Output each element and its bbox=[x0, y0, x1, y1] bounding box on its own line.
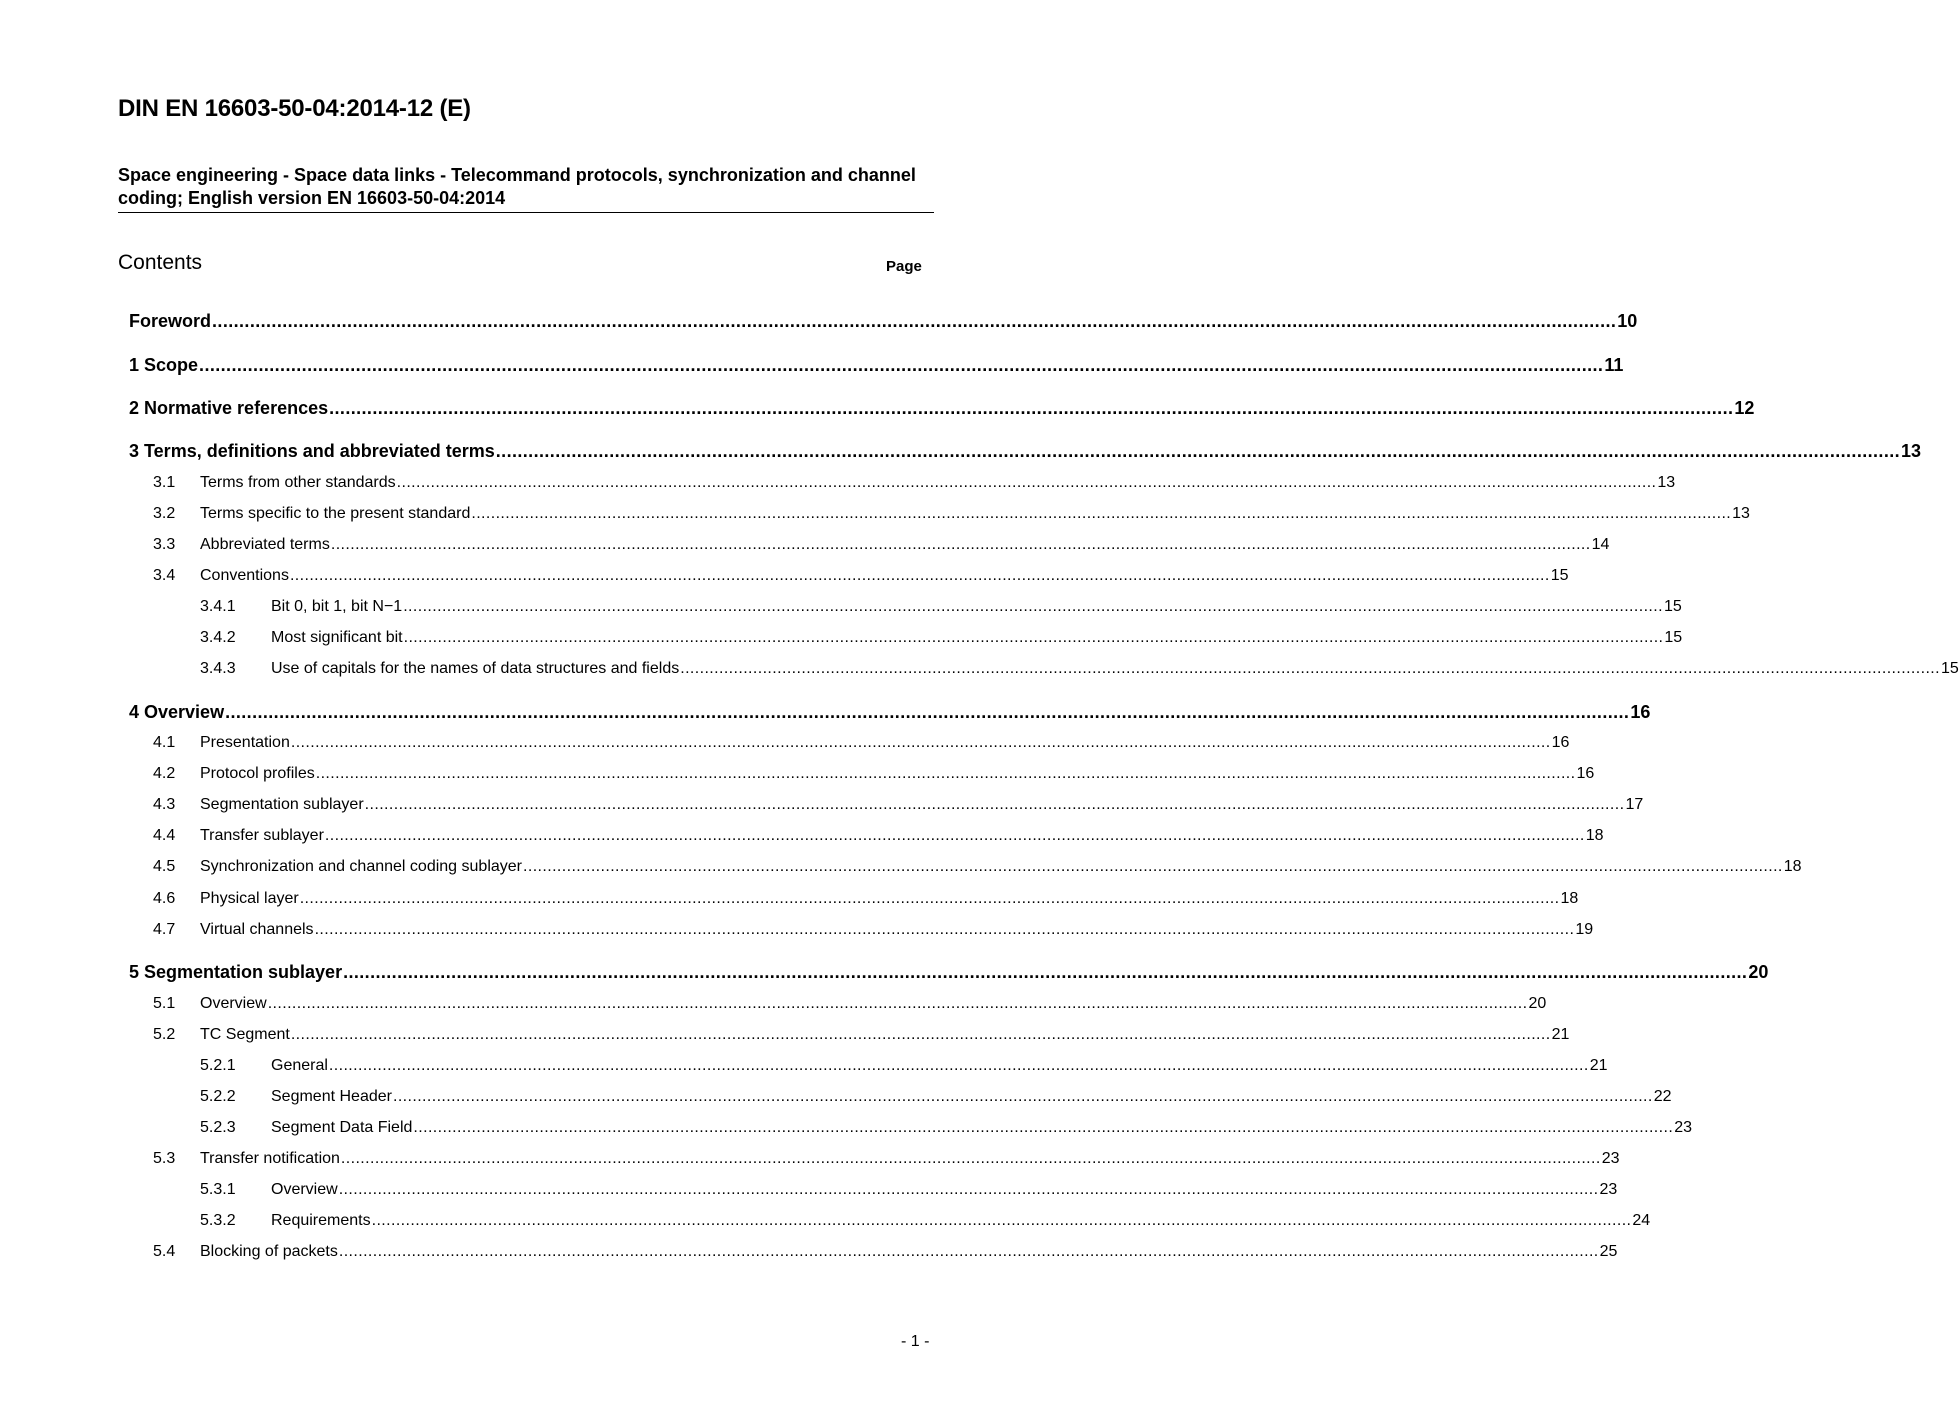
toc-dot-leader: .................................................................................................................................................................................................................................................................... bbox=[290, 1026, 1551, 1043]
toc-entry-page: 23 bbox=[1674, 1119, 1692, 1136]
toc-entry-title: Bit 0, bit 1, bit N−1 bbox=[271, 598, 403, 615]
toc-entry-title: Conventions bbox=[200, 567, 289, 584]
toc-entry-title: TC Segment bbox=[200, 1026, 290, 1043]
toc-entry-number: 4.2 bbox=[153, 765, 176, 782]
toc-entry[interactable] bbox=[200, 1057, 1608, 1081]
toc-entry-page: 13 bbox=[1901, 441, 1922, 461]
toc-dot-leader: .................................................................................................................................................................................................................................................................... bbox=[403, 598, 1663, 615]
toc-entry-title: Scope bbox=[144, 355, 199, 375]
toc-entry-number: 5.1 bbox=[153, 995, 176, 1012]
toc-dot-leader: .................................................................................................................................................................................................................................................................... bbox=[315, 765, 1576, 782]
toc-entry-number: 5.2.1 bbox=[200, 1057, 236, 1074]
page-number: - 1 - bbox=[901, 1333, 930, 1350]
toc-entry-page: 18 bbox=[1585, 827, 1604, 844]
toc-dot-leader: .................................................................................................................................................................................................................................................................... bbox=[680, 660, 1940, 677]
toc-dot-leader: .................................................................................................................................................................................................................................................................... bbox=[338, 1243, 1599, 1260]
toc-dot-leader: .................................................................................................................................................................................................................................................................... bbox=[495, 441, 1901, 461]
toc-dot-leader: .................................................................................................................................................................................................................................................................... bbox=[523, 858, 1783, 875]
toc-entry-number: 4.6 bbox=[153, 890, 176, 907]
toc-entry-page: 15 bbox=[1664, 629, 1683, 646]
toc-entry-title: Transfer notification bbox=[200, 1150, 340, 1167]
document-id: DIN EN 16603-50-04:2014-12 (E) bbox=[118, 95, 471, 122]
toc-entry-page: 23 bbox=[1599, 1181, 1618, 1198]
toc-dot-leader: .................................................................................................................................................................................................................................................................... bbox=[324, 827, 1585, 844]
toc-entry-number: 4.1 bbox=[153, 734, 176, 751]
toc-dot-leader: .................................................................................................................................................................................................................................................................... bbox=[340, 1150, 1601, 1167]
toc-entry-number: 4.7 bbox=[153, 921, 176, 938]
toc-entry-title: Presentation bbox=[200, 734, 290, 751]
toc-entry-title: General bbox=[271, 1057, 328, 1074]
toc-entry[interactable] bbox=[153, 1026, 1570, 1050]
toc-entry-title: Foreword bbox=[129, 311, 212, 331]
toc-entry[interactable] bbox=[153, 827, 1604, 851]
toc-entry-page: 15 bbox=[1550, 567, 1569, 584]
toc-entry-title: Physical layer bbox=[200, 890, 299, 907]
toc-entry-number: 4.3 bbox=[153, 796, 176, 813]
toc-entry-number: 5.2.2 bbox=[200, 1088, 236, 1105]
toc-entry[interactable] bbox=[153, 1243, 1618, 1267]
toc-entry-number: 3.4.1 bbox=[200, 598, 236, 615]
toc-entry-number: 3.4.3 bbox=[200, 660, 236, 677]
toc-dot-leader: .................................................................................................................................................................................................................................................................... bbox=[392, 1088, 1653, 1105]
toc-entry[interactable] bbox=[153, 505, 1750, 529]
toc-entry-number: 3.1 bbox=[153, 474, 176, 491]
toc-entry-number: 4.4 bbox=[153, 827, 176, 844]
contents-heading: Contents bbox=[118, 251, 203, 274]
toc-entry-title: Synchronization and channel coding sublayer bbox=[200, 858, 522, 875]
toc-entry-number: 3.2 bbox=[153, 505, 176, 522]
toc-entry-page: 21 bbox=[1589, 1057, 1608, 1074]
toc-entry-title: Overview bbox=[144, 702, 225, 722]
toc-entry[interactable] bbox=[200, 629, 1683, 653]
toc-entry-page: 13 bbox=[1657, 474, 1676, 491]
toc-dot-leader: .................................................................................................................................................................................................................................................................... bbox=[225, 702, 1630, 722]
toc-entry-page: 22 bbox=[1653, 1088, 1672, 1105]
toc-dot-leader: .................................................................................................................................................................................................................................................................... bbox=[328, 1057, 1589, 1074]
toc-entry-page: 18 bbox=[1783, 858, 1802, 875]
toc-entry-page: 15 bbox=[1663, 598, 1682, 615]
toc-entry[interactable] bbox=[153, 890, 1579, 914]
toc-entry-page: 13 bbox=[1732, 505, 1750, 522]
toc-entry-page: 14 bbox=[1591, 536, 1610, 553]
toc-entry[interactable] bbox=[200, 1119, 1692, 1143]
toc-entry-page: 20 bbox=[1748, 962, 1769, 982]
toc-dot-leader: .................................................................................................................................................................................................................................................................... bbox=[413, 1119, 1674, 1136]
toc-entry-number: 4 bbox=[129, 702, 140, 722]
toc-entry-page: 17 bbox=[1625, 796, 1644, 813]
toc-entry[interactable] bbox=[153, 921, 1594, 945]
toc-dot-leader: .................................................................................................................................................................................................................................................................... bbox=[290, 734, 1551, 751]
toc-entry-title: Most significant bit bbox=[271, 629, 403, 646]
toc-entry-title: Use of capitals for the names of data structures and fields bbox=[271, 660, 680, 677]
toc-entry-title: Segmentation sublayer bbox=[200, 796, 364, 813]
toc-entry-page: 23 bbox=[1601, 1150, 1620, 1167]
toc-entry-title: Overview bbox=[271, 1181, 338, 1198]
toc-entry-title: Virtual channels bbox=[200, 921, 314, 938]
toc-entry-page: 11 bbox=[1604, 355, 1624, 375]
page-column-label: Page bbox=[886, 258, 922, 275]
toc-entry-title: Segment Header bbox=[271, 1088, 392, 1105]
toc-entry[interactable] bbox=[129, 441, 1922, 465]
toc-entry[interactable] bbox=[153, 536, 1610, 560]
toc-entry[interactable] bbox=[129, 398, 1755, 422]
toc-dot-leader: .................................................................................................................................................................................................................................................................... bbox=[267, 995, 1528, 1012]
toc-entry-page: 19 bbox=[1575, 921, 1594, 938]
toc-entry-page: 20 bbox=[1528, 995, 1547, 1012]
toc-dot-leader: .................................................................................................................................................................................................................................................................... bbox=[330, 536, 1591, 553]
toc-entry-title: Protocol profiles bbox=[200, 765, 315, 782]
toc-entry-page: 16 bbox=[1551, 734, 1570, 751]
document-subtitle: Space engineering - Space data links - Telecommand protocols, synchronization and channel coding; English version EN 16603-50-04:2014 bbox=[118, 164, 934, 213]
toc-entry-number: 5.3 bbox=[153, 1150, 176, 1167]
toc-dot-leader: .................................................................................................................................................................................................................................................................... bbox=[329, 398, 1734, 418]
toc-entry-page: 24 bbox=[1632, 1212, 1651, 1229]
toc-entry-title: Transfer sublayer bbox=[200, 827, 324, 844]
toc-entry[interactable] bbox=[200, 598, 1682, 622]
toc-entry[interactable] bbox=[200, 1181, 1618, 1205]
toc-entry-title: Terms, definitions and abbreviated terms bbox=[144, 441, 495, 461]
toc-entry-page: 25 bbox=[1599, 1243, 1618, 1260]
toc-entry-number: 3.4.2 bbox=[200, 629, 236, 646]
toc-entry[interactable] bbox=[153, 796, 1644, 820]
toc-entry-number: 5 bbox=[129, 962, 140, 982]
toc-entry-page: 16 bbox=[1576, 765, 1595, 782]
toc-entry-title: Requirements bbox=[271, 1212, 371, 1229]
toc-entry-page: 12 bbox=[1734, 398, 1755, 418]
toc-entry[interactable] bbox=[129, 311, 1638, 335]
toc-entry-page: 15 bbox=[1941, 660, 1959, 677]
toc-entry[interactable] bbox=[129, 702, 1651, 726]
toc-dot-leader: .................................................................................................................................................................................................................................................................... bbox=[289, 567, 1550, 584]
toc-entry-page: 21 bbox=[1551, 1026, 1570, 1043]
toc-entry-number: 1 bbox=[129, 355, 140, 375]
toc-entry[interactable] bbox=[153, 995, 1547, 1019]
toc-entry[interactable] bbox=[153, 567, 1569, 591]
toc-dot-leader: .................................................................................................................................................................................................................................................................... bbox=[314, 921, 1575, 938]
toc-entry-number: 4.5 bbox=[153, 858, 176, 875]
toc-entry-number: 3.3 bbox=[153, 536, 176, 553]
toc-entry-number: 5.2 bbox=[153, 1026, 176, 1043]
toc-entry-page: 10 bbox=[1617, 311, 1638, 331]
toc-entry-number: 2 bbox=[129, 398, 140, 418]
toc-dot-leader: .................................................................................................................................................................................................................................................................... bbox=[371, 1212, 1632, 1229]
toc-dot-leader: .................................................................................................................................................................................................................................................................... bbox=[199, 355, 1604, 375]
toc-entry-page: 16 bbox=[1630, 702, 1651, 722]
toc-dot-leader: .................................................................................................................................................................................................................................................................... bbox=[338, 1181, 1599, 1198]
toc-entry[interactable] bbox=[153, 1150, 1620, 1174]
toc-entry-title: Blocking of packets bbox=[200, 1243, 338, 1260]
toc-entry[interactable] bbox=[129, 962, 1769, 986]
toc-entry-number: 5.3.1 bbox=[200, 1181, 236, 1198]
toc-dot-leader: .................................................................................................................................................................................................................................................................... bbox=[403, 629, 1664, 646]
toc-entry-title: Segment Data Field bbox=[271, 1119, 413, 1136]
toc-entry[interactable] bbox=[153, 474, 1676, 498]
toc-entry-number: 5.4 bbox=[153, 1243, 176, 1260]
toc-entry-page: 18 bbox=[1560, 890, 1579, 907]
toc-entry-title: Overview bbox=[200, 995, 267, 1012]
toc-entry-title: Terms specific to the present standard bbox=[200, 505, 471, 522]
toc-dot-leader: .................................................................................................................................................................................................................................................................... bbox=[299, 890, 1560, 907]
toc-entry-title: Segmentation sublayer bbox=[144, 962, 343, 982]
toc-dot-leader: .................................................................................................................................................................................................................................................................... bbox=[364, 796, 1625, 813]
toc-entry[interactable] bbox=[200, 660, 1959, 684]
toc-entry-number: 3.4 bbox=[153, 567, 176, 584]
toc-dot-leader: .................................................................................................................................................................................................................................................................... bbox=[212, 311, 1617, 331]
toc-entry-title: Abbreviated terms bbox=[200, 536, 330, 553]
toc-entry[interactable] bbox=[200, 1212, 1651, 1236]
toc-entry[interactable] bbox=[153, 734, 1570, 758]
toc-dot-leader: .................................................................................................................................................................................................................................................................... bbox=[343, 962, 1748, 982]
toc-entry[interactable] bbox=[153, 765, 1595, 789]
toc-entry-number: 3 bbox=[129, 441, 140, 461]
toc-entry[interactable] bbox=[153, 858, 1802, 882]
toc-entry-title: Normative references bbox=[144, 398, 329, 418]
toc-entry-title: Terms from other standards bbox=[200, 474, 396, 491]
toc-dot-leader: .................................................................................................................................................................................................................................................................... bbox=[471, 505, 1732, 522]
toc-entry-number: 5.2.3 bbox=[200, 1119, 236, 1136]
toc-entry-number: 5.3.2 bbox=[200, 1212, 236, 1229]
toc-dot-leader: .................................................................................................................................................................................................................................................................... bbox=[396, 474, 1657, 491]
toc-entry[interactable] bbox=[129, 355, 1624, 379]
toc-entry[interactable] bbox=[200, 1088, 1672, 1112]
